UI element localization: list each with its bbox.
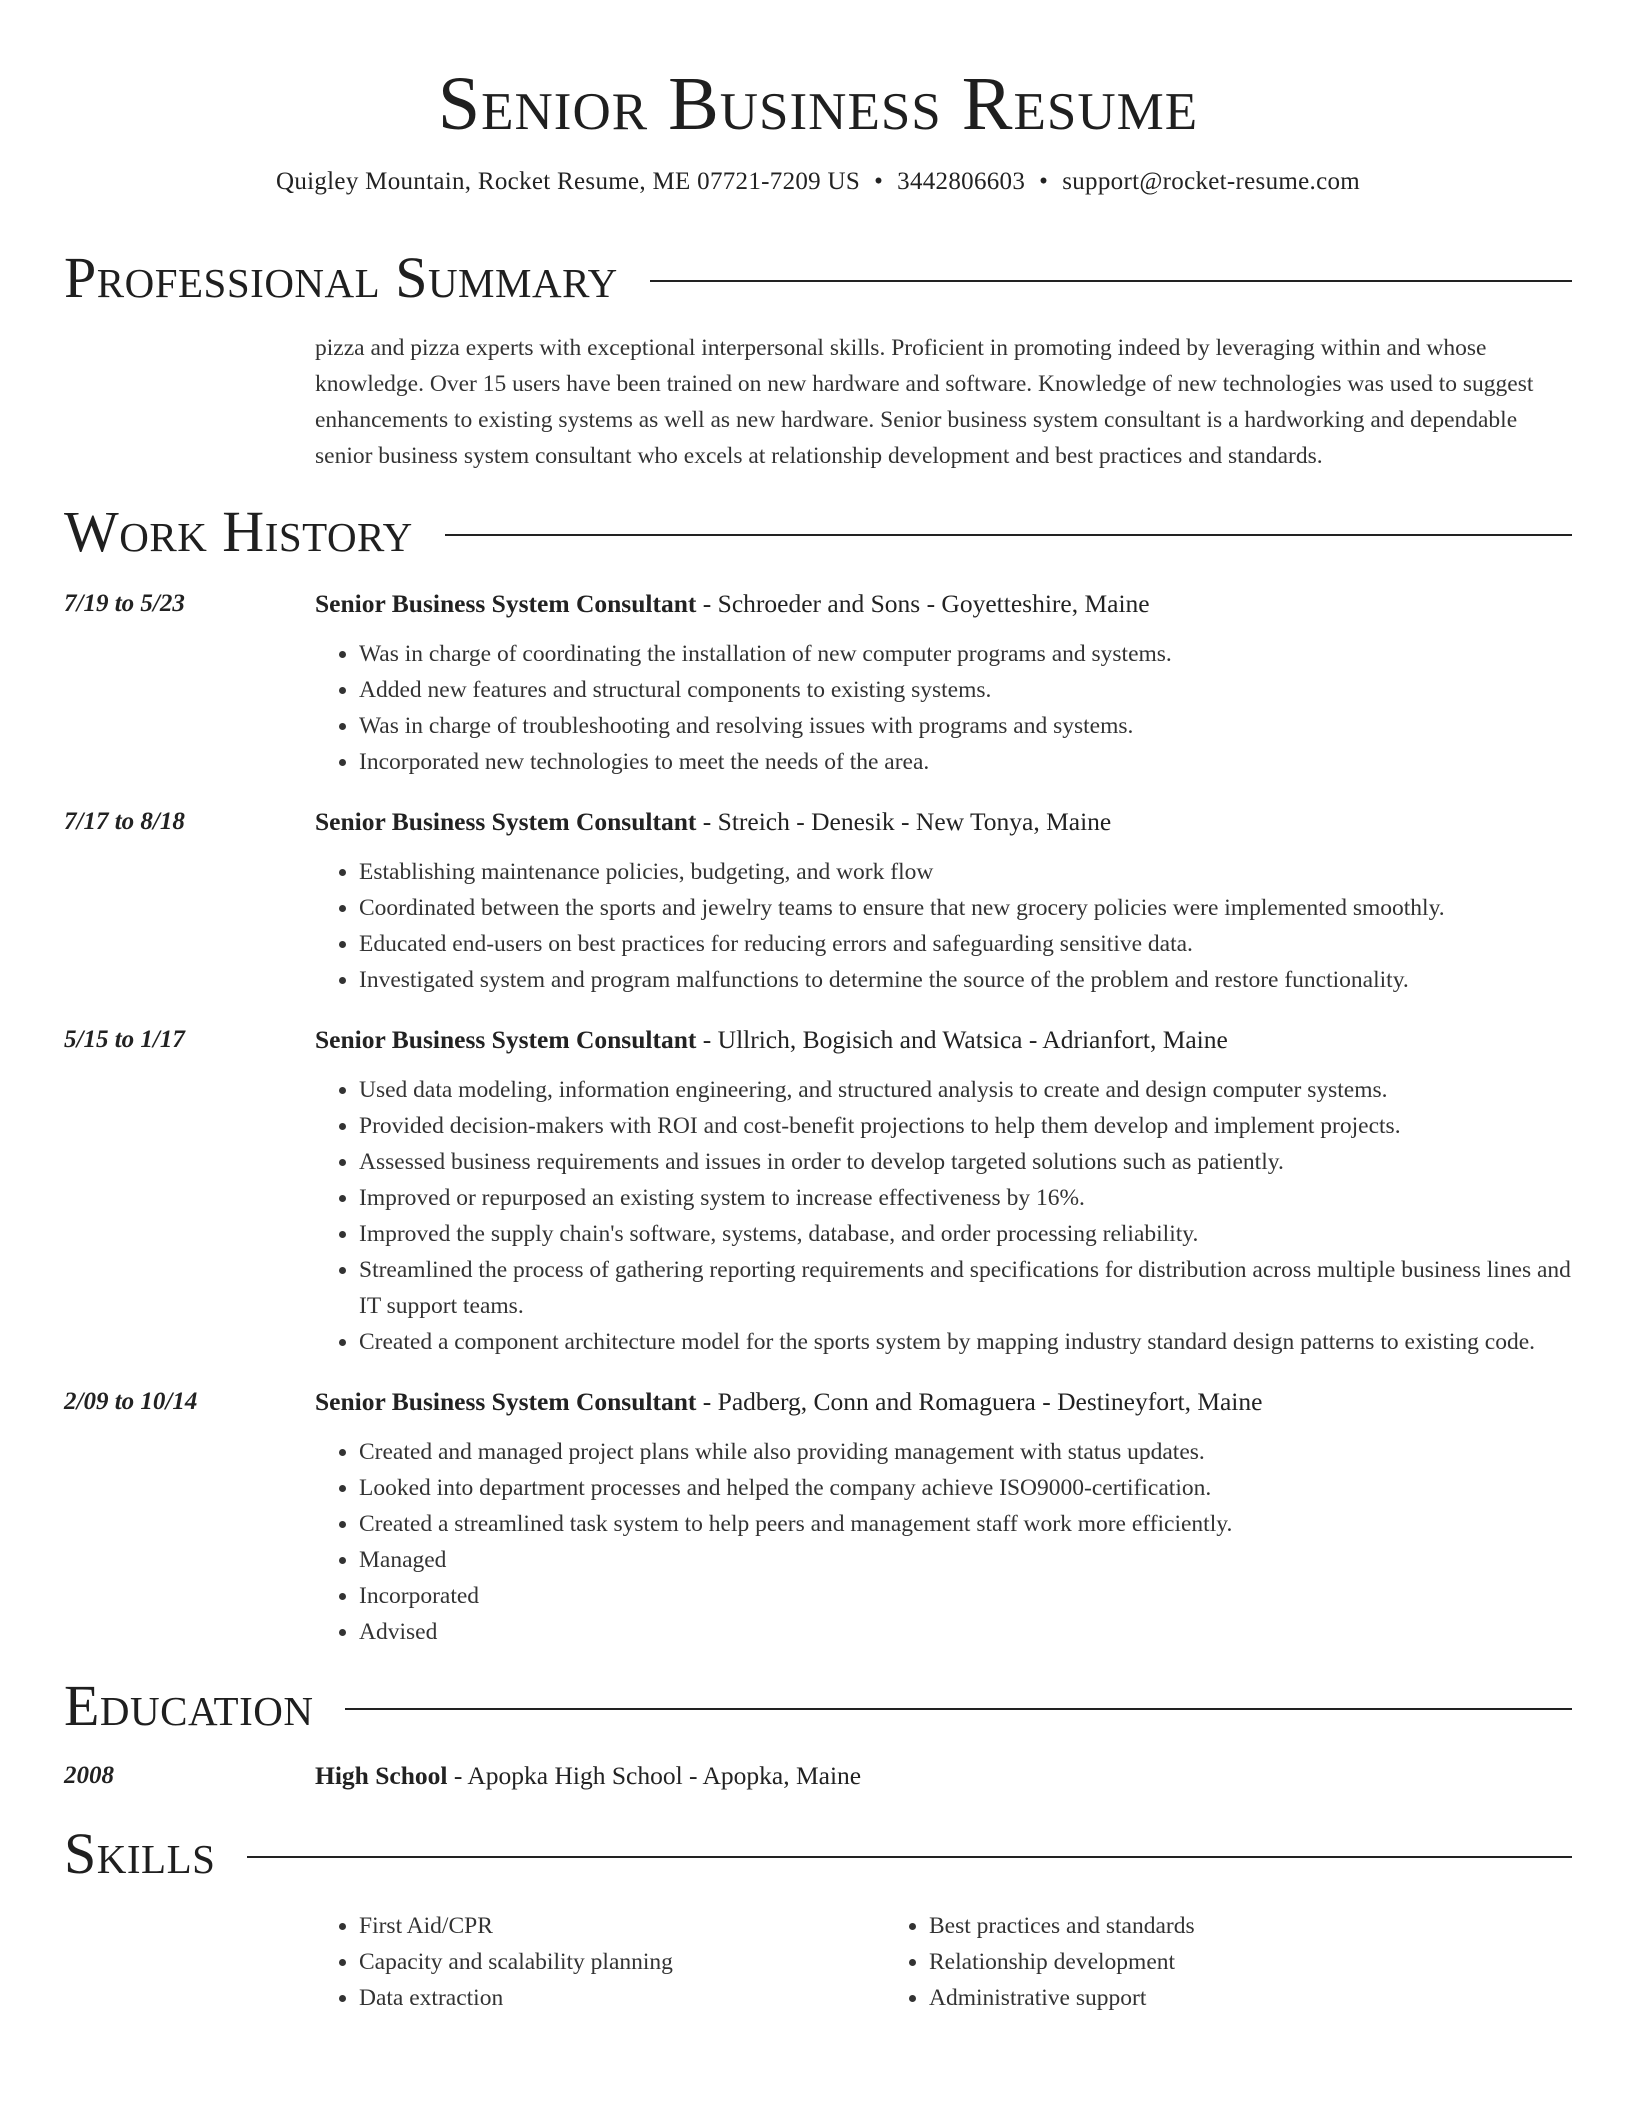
- section-divider: [445, 534, 1572, 536]
- job-bullets: [315, 1434, 1572, 1650]
- skill-item: • Best practices and standards: [929, 1908, 1572, 1944]
- work-dates: 7/17 to 8/18: [64, 808, 185, 835]
- job-bullet: • Assessed business requirements and issues in order to develop targeted solutions such as patiently.: [359, 1144, 1572, 1180]
- job-bullet: • Establishing maintenance policies, budgeting, and work flow: [359, 854, 1572, 890]
- work-history-list: [64, 586, 1572, 1650]
- education-entry: [64, 1758, 1572, 1794]
- job-employer-location: - Streich - Denesik - New Tonya, Maine: [696, 807, 1112, 836]
- work-title-line: [315, 586, 1572, 622]
- job-bullet: • Educated end-users on best practices for reducing errors and safeguarding sensitive data.: [359, 926, 1572, 962]
- work-title-line: [315, 1384, 1572, 1420]
- job-bullet: • Investigated system and program malfunctions to determine the source of the problem and restore functionality.: [359, 962, 1572, 998]
- job-bullets: [315, 854, 1572, 998]
- skill-item: • Capacity and scalability planning: [359, 1944, 885, 1980]
- section-education-title: Education: [64, 1673, 314, 1738]
- work-dates: 5/15 to 1/17: [64, 1026, 185, 1053]
- work-entry: [64, 804, 1572, 998]
- job-title: Senior Business System Consultant: [315, 807, 697, 836]
- job-title: Senior Business System Consultant: [315, 1025, 697, 1054]
- job-bullet: • Created a streamlined task system to help peers and management staff work more efficiently.: [359, 1506, 1572, 1542]
- work-entry: [64, 586, 1572, 780]
- work-entry: [64, 1022, 1572, 1360]
- contact-separator: •: [1039, 168, 1049, 195]
- job-bullet: • Added new features and structural components to existing systems.: [359, 672, 1572, 708]
- job-bullet: • Created a component architecture model for the sports system by mapping industry standard design patterns to existing code.: [359, 1324, 1572, 1360]
- job-bullet: • Incorporated new technologies to meet the needs of the area.: [359, 744, 1572, 780]
- job-bullet: • Advised: [359, 1614, 1572, 1650]
- job-bullet: • Incorporated: [359, 1578, 1572, 1614]
- section-summary-title: Professional Summary: [64, 245, 618, 310]
- contact-separator: •: [874, 168, 884, 195]
- section-education-header: [64, 1674, 1572, 1738]
- contact-email: support@rocket-resume.com: [1062, 168, 1361, 195]
- education-details: - Apopka High School - Apopka, Maine: [447, 1761, 862, 1790]
- skill-item: • First Aid/CPR: [359, 1908, 885, 1944]
- job-bullet: • Looked into department processes and helped the company achieve ISO9000-certification.: [359, 1470, 1572, 1506]
- job-employer-location: - Schroeder and Sons - Goyetteshire, Maine: [696, 589, 1150, 618]
- section-skills-title: Skills: [64, 1821, 216, 1886]
- section-work-header: [64, 500, 1572, 564]
- summary-text: pizza and pizza experts with exceptional interpersonal skills. Proficient in promoting indeed by leveraging within and whose knowledge. Over 15 users have been trained on new hardware and software. Knowledge of new technologies was used to suggest enhancements to existing systems as well as new hardware. Senior business system consultant is a hardworking and dependable senior business system consultant who excels at relationship development and best practices and standards.: [315, 335, 1534, 469]
- job-bullet: • Was in charge of troubleshooting and resolving issues with programs and systems.: [359, 708, 1572, 744]
- section-skills-header: [64, 1822, 1572, 1886]
- job-employer-location: - Ullrich, Bogisich and Watsica - Adrianfort, Maine: [696, 1025, 1228, 1054]
- work-dates: 7/19 to 5/23: [64, 590, 185, 617]
- section-work-title: Work History: [64, 499, 413, 564]
- job-title: Senior Business System Consultant: [315, 589, 697, 618]
- work-title-line: [315, 804, 1572, 840]
- skills-grid: [315, 1908, 1572, 2016]
- skills-column-left: [315, 1908, 885, 2016]
- job-bullets: [315, 1072, 1572, 1360]
- contact-address: Quigley Mountain, Rocket Resume, ME 07721-7209 US: [275, 168, 861, 195]
- job-title: Senior Business System Consultant: [315, 1387, 697, 1416]
- section-divider: [650, 280, 1572, 282]
- skill-item: • Administrative support: [929, 1980, 1572, 2016]
- section-divider: [345, 1708, 1572, 1710]
- contact-phone: 3442806603: [897, 168, 1026, 195]
- contact-line: [64, 168, 1572, 196]
- education-year: 2008: [64, 1762, 114, 1789]
- education-title: [315, 1758, 1572, 1794]
- job-bullet: • Was in charge of coordinating the installation of new computer programs and systems.: [359, 636, 1572, 672]
- skill-item: • Data extraction: [359, 1980, 885, 2016]
- job-bullet: • Created and managed project plans while also providing management with status updates.: [359, 1434, 1572, 1470]
- job-bullet: • Managed: [359, 1542, 1572, 1578]
- skill-item: • Relationship development: [929, 1944, 1572, 1980]
- job-bullet: • Improved the supply chain's software, systems, database, and order processing reliability.: [359, 1216, 1572, 1252]
- resume-name: Senior Business Resume: [437, 62, 1199, 146]
- section-divider: [247, 1856, 1572, 1858]
- work-entry: [64, 1384, 1572, 1650]
- job-employer-location: - Padberg, Conn and Romaguera - Destineyfort, Maine: [696, 1387, 1263, 1416]
- skills-column-right: [885, 1908, 1572, 2016]
- section-summary-header: [64, 246, 1572, 310]
- job-bullet: • Streamlined the process of gathering reporting requirements and specifications for distribution across multiple business lines and IT support teams.: [359, 1252, 1572, 1324]
- job-bullets: [315, 636, 1572, 780]
- work-dates: 2/09 to 10/14: [64, 1388, 198, 1415]
- job-bullet: • Used data modeling, information engineering, and structured analysis to create and design computer systems.: [359, 1072, 1572, 1108]
- work-title-line: [315, 1022, 1572, 1058]
- education-degree: High School: [315, 1761, 448, 1790]
- job-bullet: • Improved or repurposed an existing system to increase effectiveness by 16%.: [359, 1180, 1572, 1216]
- job-bullet: • Provided decision-makers with ROI and cost-benefit projections to help them develop and implement projects.: [359, 1108, 1572, 1144]
- job-bullet: • Coordinated between the sports and jewelry teams to ensure that new grocery policies were implemented smoothly.: [359, 890, 1572, 926]
